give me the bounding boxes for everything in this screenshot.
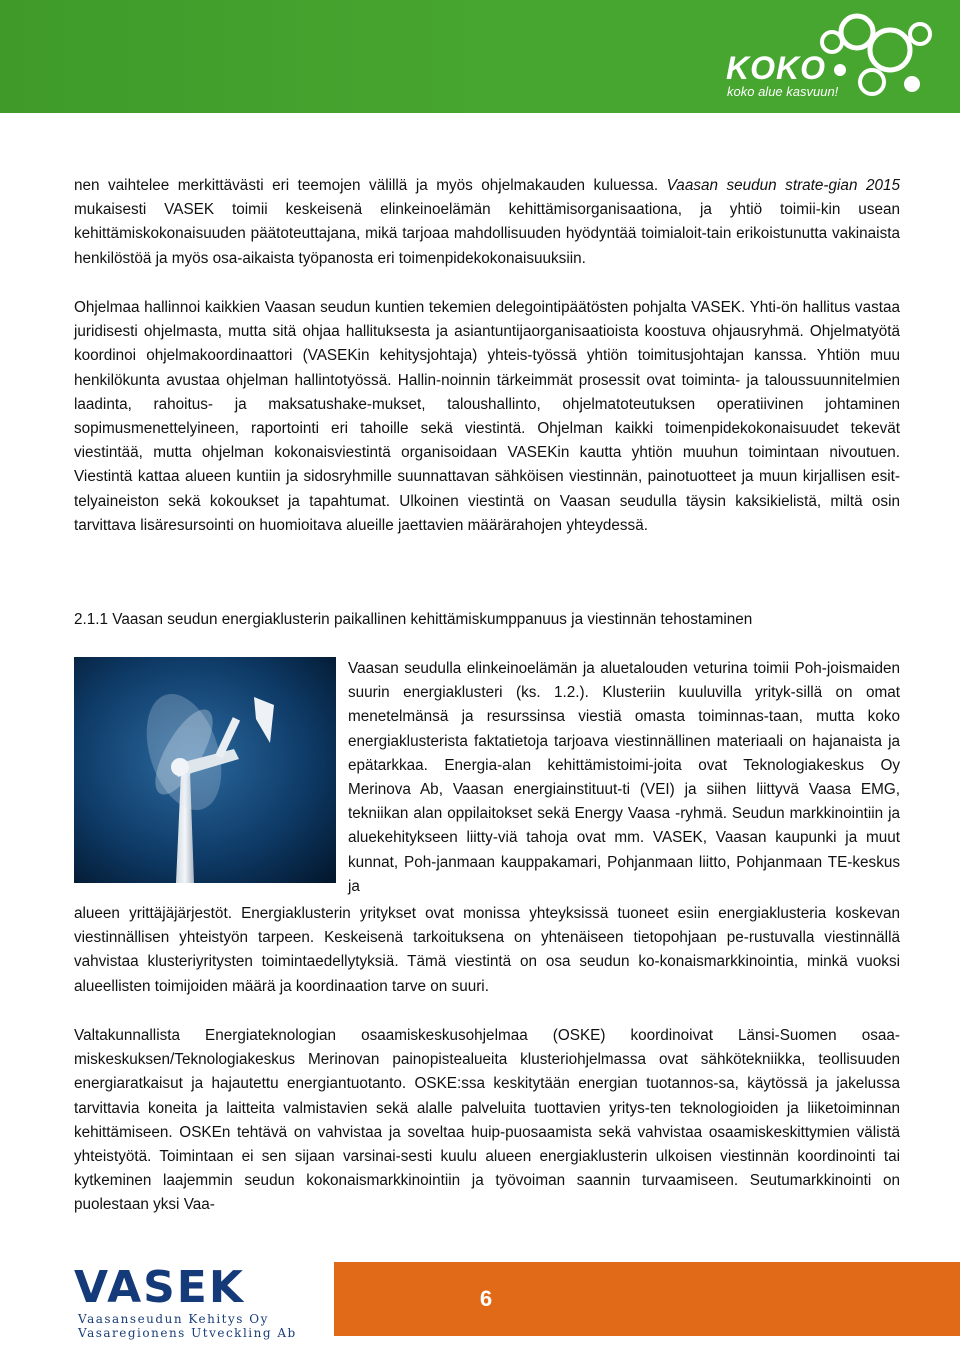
header-bar <box>0 0 960 113</box>
footer-bar <box>334 1262 960 1336</box>
koko-logo <box>712 12 944 106</box>
koko-logo-tagline: koko alue kasvuun! <box>727 84 839 99</box>
vasek-logo <box>74 1262 304 1342</box>
paragraph-3-continued: alueen yrittäjäjärjestöt. Energiaklusterin yritykset ovat monissa yhteyksissä tuoneet esiin energiaklusteria koskevan viestinnällisen yhteistyön tarpeen. Keskeisenä tarkoituksena on yhtenäiseen tietopohjaan pe-rustuvalla viestinnällä vahvistaa klusteriyritysten toimintaedellytyksiä. Tämä viestintä on osa seudun ko-konaismarkkinointia, minkä vuoksi alueellisten toimijoiden määrä ja koordinaation tarve on suuri. <box>74 905 900 995</box>
section-heading: 2.1.1 Vaasan seudun energiaklusterin paikallinen kehittämiskumppanuus ja viestinnän tehostaminen <box>74 611 753 628</box>
header-gradient <box>0 0 700 113</box>
wind-turbine-photo <box>74 657 336 883</box>
vasek-logo-text: VASEK <box>74 1262 245 1313</box>
paragraph-1 <box>74 174 900 271</box>
vasek-logo-subtitle-sv: Vasaregionens Utveckling Ab <box>78 1326 297 1340</box>
koko-logo-text: KOKO <box>726 50 826 86</box>
vasek-logo-subtitle-fi: Vaasanseudun Kehitys Oy <box>78 1312 269 1326</box>
page-number: 6 <box>479 1286 493 1311</box>
paragraph-1-start: nen vaihtelee merkittävästi eri teemojen välillä ja myös ohjelmakauden kuluessa. <box>74 177 667 194</box>
paragraph-4-text: Valtakunnallista Energiateknologian osaamiskeskusohjelmaa (OSKE) koordinoivat Länsi-Suomen osaa-miskeskuksen/Teknologiakeskus Merinovan painopistealueita klusteriohjelmassa ovat sähkötekniikka, teollisuuden energiaratkaisut ja hajautettu energiantuotanto. OSKE:ssa keskitytään energian tuotannos-sa, käytössä ja jakelussa tarvittavia koneita ja laitteita valmistavien sekä alalle palveluita tuottavien yritys-ten teknologioiden ja liiketoiminnan kehittämiseen. OSKEn tehtävä on vahvistaa ja soveltaa huip-puosaamista sekä vahvistaa osaamiskeskittymien välistä yhteistyötä. Toimintaan ei sen sijaan varsinai-sesti kuulu alueen energiaklusterin ulkoisen viestinnän koordinointi tai kytkeminen laajemmin seudun kokonaismarkkinointiin ja työvoiman saannin turvaamiseen. Seutumarkkinointi on puolestaan yksi Vaa- <box>74 1027 900 1214</box>
paragraph-2-text: Ohjelmaa hallinnoi kaikkien Vaasan seudun kuntien tekemien delegointipäätösten pohjalta VASEK. Yhti-ön hallitus vastaa juridisesti ohjelmasta, mutta sitä ohjaa hallituksesta ja asiantuntijaorganisaatioista koostuva ohjausryhmä. Ohjelmatyötä koordinoi ohjelmakoordinaattori (VASEKin kehitysjohtaja) yhteis-työssä yhtiön toimitusjohtajan kanssa. Yhtiön muu henkilökunta avustaa ohjelman hallintotyössä. Hallin-noinnin tärkeimmät prosessit ovat toiminta- ja taloussuunnitelmien laadinta, rahoitus- ja maksatushake-mukset, taloushallinto, ohjelmatoteutuksen operatiivinen johtaminen sopimusmenettelyineen, raportointi eri tahoille sekä viestintä. Ohjelman kaikki toimenpidekokonaisuudet tekevät viestintää, mutta ohjelman kokonaisviestintä organisoidaan VASEKin kautta yhtiön muuhun toimintaan nivoutuen. Viestintä kattaa alueen kuntiin ja sidosryhmille suunnattavan sähköisen viestinnän, painotuotteet ja muun kirjallisen esit-telyaineiston sekä kokoukset ja tapahtumat. Ulkoinen viestintä on Vaasan seudulla täysin kaksikielistä, miltä osin tarvittava lisäresursointi on huomioitava alueille jaettavien määrärahojen yhteydessä. <box>74 299 900 534</box>
paragraph-1-italic: Vaasan seudun strate-gian 2015 <box>666 177 900 194</box>
paragraph-4 <box>74 1024 900 1218</box>
paragraph-3-wrapped: Vaasan seudulla elinkeinoelämän ja aluetalouden veturina toimii Poh-joismaiden suurin energiaklusteri (ks. 1.2.). Klusteriin kuuluvilla yrityk-sillä on omat menetelmänsä ja resurssinsa viestiä omasta toiminnas-taan, mutta koko energiaklusterista faktatietoja tarjoava viestinnällinen materiaali on hajanaista ja epätarkkaa. Energia-alan kehittämistoimi-joita ovat Teknologiakeskus Oy Merinova Ab, Vaasan energiainstituut-ti (VEI) ja siihen liittyvä Vaasa EMG, tekniikan alan oppilaitokset sekä Energy Vaasa -ryhmä. Seudun markkinointiin ja aluekehitykseen liitty-viä tahoja ovat mm. VASEK, Vaasan kaupunki ja muut kunnat, Poh-janmaan kauppakamari, Pohjanmaan liitto, Pohjanmaan TE-keskus ja <box>348 660 900 895</box>
paragraph-2 <box>74 296 900 538</box>
paragraph-1-rest: mukaisesti VASEK toimii keskeisenä elinkeinoelämän kehittämisorganisaationa, ja yhtiö toimii-kin usean kehittämiskokonaisuuden päätoteuttajana, mikä tarjoaa mahdollisuuden hyödyntää toimialoit-tain erikoistunutta vakinaista henkilöstöä ja myös osa-aikaista työpanosta eri toimenpidekokonaisuuksiin. <box>74 201 900 267</box>
